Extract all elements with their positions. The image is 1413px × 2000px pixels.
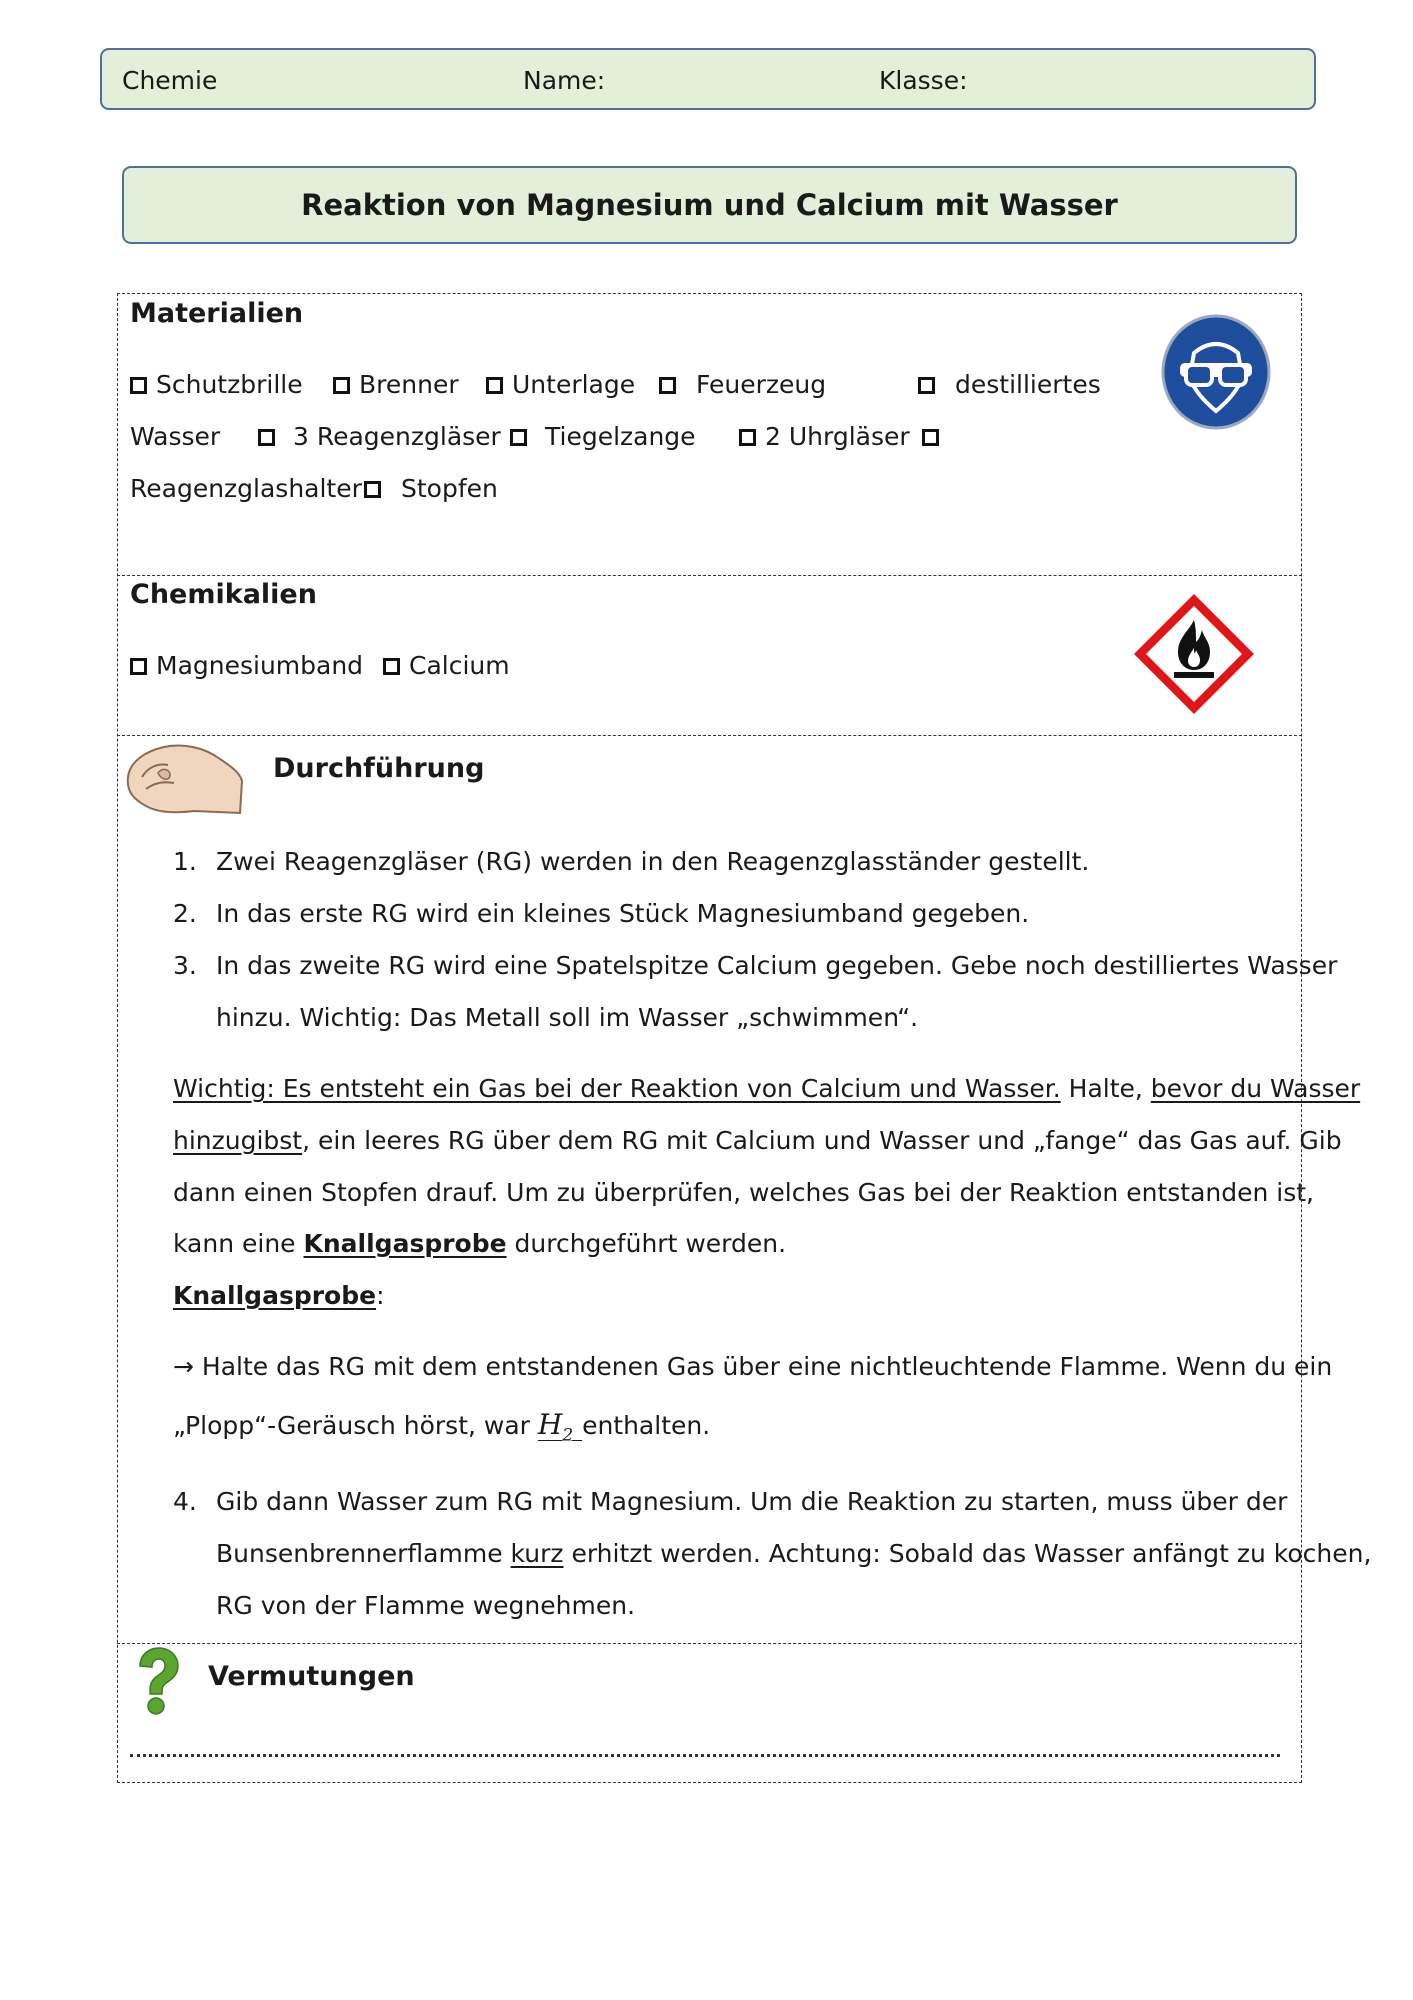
chemical-item-wrap	[383, 651, 510, 680]
note-underlined: hinzugibst	[173, 1126, 303, 1155]
class-label: Klasse:	[879, 66, 968, 95]
checkbox[interactable]	[258, 429, 275, 446]
title-text: Reaktion von Magnesium und Calcium mit Wasser	[301, 188, 1118, 222]
arrow-right-icon: →	[173, 1352, 194, 1381]
flammable-hazard-icon	[1130, 590, 1258, 718]
checkbox[interactable]	[364, 481, 381, 498]
checkbox[interactable]	[130, 658, 147, 675]
step-text-line	[216, 1539, 1371, 1568]
material-item: Schutzbrille	[156, 370, 303, 399]
formula-subscript: 2	[562, 1425, 574, 1446]
step-text: RG von der Flamme wegnehmen.	[216, 1591, 636, 1620]
material-item: 2 Uhrgläser	[765, 422, 910, 451]
test-heading-line	[173, 1281, 385, 1310]
step-number: 4.	[173, 1487, 197, 1516]
checkbox[interactable]	[739, 429, 756, 446]
note-underlined: bevor du Wasser	[1150, 1074, 1361, 1103]
h2-formula: $H_2​$	[537, 1408, 583, 1446]
test-text: „Plopp“-Geräusch hörst, war	[173, 1411, 538, 1440]
answer-line[interactable]	[130, 1754, 1280, 1757]
material-item: Stopfen	[401, 474, 498, 503]
warning-paragraph	[173, 1126, 1342, 1155]
step-number: 1.	[173, 847, 197, 876]
step-text: Bunsenbrennerflamme	[216, 1539, 511, 1568]
section-divider	[117, 1643, 1302, 1644]
subject-label: Chemie	[122, 66, 218, 95]
pinching-hand-icon	[124, 737, 244, 817]
colon: :	[376, 1281, 385, 1310]
material-item: Feuerzeug	[696, 370, 827, 399]
test-heading: Knallgasprobe	[173, 1281, 377, 1310]
step-number: 3.	[173, 951, 197, 980]
safety-goggles-icon	[1160, 313, 1272, 431]
knallgas-term: Knallgasprobe	[303, 1229, 507, 1258]
warning-paragraph	[173, 1074, 1360, 1103]
chemical-item: Calcium	[409, 651, 510, 680]
chemical-item: Magnesiumband	[156, 651, 364, 680]
note-text: , ein leeres RG über dem RG mit Calcium und Wasser und „fange“ das Gas auf. Gib	[302, 1126, 1342, 1155]
materials-item-wrap	[739, 422, 910, 451]
note-text: kann eine	[173, 1229, 304, 1258]
hypotheses-heading: Vermutungen	[208, 1661, 415, 1692]
materials-item-wrap	[918, 370, 1101, 399]
materials-item-wrap	[659, 370, 826, 399]
material-item: Brenner	[359, 370, 459, 399]
materials-item-wrap	[258, 422, 501, 451]
material-item: destilliertes	[955, 370, 1101, 399]
material-item: Reagenzglashalter	[130, 474, 362, 503]
name-label: Name:	[523, 66, 606, 95]
step-text: In das erste RG wird ein kleines Stück Magnesiumband gegeben.	[216, 899, 1030, 928]
warning-paragraph	[173, 1229, 786, 1258]
section-divider	[117, 575, 1302, 576]
note-text: durchgeführt werden.	[506, 1229, 787, 1258]
material-item: Tiegelzange	[545, 422, 696, 451]
material-item: Unterlage	[512, 370, 636, 399]
step-text: hinzu. Wichtig: Das Metall soll im Wasser „schwimmen“.	[216, 1003, 919, 1032]
step-text: erhitzt werden. Achtung: Sobald das Wasser anfängt zu kochen,	[563, 1539, 1372, 1568]
note-text: dann einen Stopfen drauf. Um zu überprüfen, welches Gas bei der Reaktion entstanden ist,	[173, 1178, 1315, 1207]
materials-heading: Materialien	[130, 298, 304, 329]
emphasis-short: kurz	[510, 1539, 564, 1568]
material-item: Wasser	[130, 422, 221, 451]
checkbox[interactable]	[659, 377, 676, 394]
checkbox[interactable]	[918, 377, 935, 394]
formula-symbol: H	[537, 1408, 563, 1441]
step-text: Gib dann Wasser zum RG mit Magnesium. Um die Reaktion zu starten, muss über der	[216, 1487, 1288, 1516]
test-text: Halte das RG mit dem entstandenen Gas über eine nichtleuchtende Flamme. Wenn du ein	[193, 1352, 1333, 1381]
procedure-heading: Durchführung	[273, 753, 485, 784]
chemicals-heading: Chemikalien	[130, 579, 317, 610]
checkbox[interactable]	[333, 377, 350, 394]
checkbox[interactable]	[510, 429, 527, 446]
warning-text: Wichtig: Es entsteht ein Gas bei der Reaktion von Calcium und Wasser.	[173, 1074, 1061, 1103]
checkbox[interactable]	[130, 377, 147, 394]
test-paragraph	[173, 1408, 710, 1446]
step-text: In das zweite RG wird eine Spatelspitze Calcium gegeben. Gebe noch destilliertes Wasser	[216, 951, 1338, 980]
material-item: 3 Reagenzgläser	[293, 422, 501, 451]
step-number: 2.	[173, 899, 197, 928]
materials-item-wrap	[486, 370, 635, 399]
chemical-item-wrap	[130, 651, 363, 680]
test-paragraph	[173, 1352, 1332, 1381]
materials-item-wrap	[510, 422, 696, 451]
checkbox[interactable]	[383, 658, 400, 675]
materials-line-1	[130, 370, 303, 399]
materials-item-wrap	[922, 422, 939, 451]
materials-item-wrap	[364, 474, 498, 503]
section-divider	[117, 735, 1302, 736]
checkbox[interactable]	[922, 429, 939, 446]
step-text: Zwei Reagenzgläser (RG) werden in den Reagenzglasständer gestellt.	[216, 847, 1090, 876]
worksheet-title	[122, 166, 1297, 244]
note-text: Halte,	[1060, 1074, 1151, 1103]
question-mark-icon	[132, 1646, 182, 1716]
materials-item-wrap	[333, 370, 459, 399]
header-bar	[100, 48, 1316, 110]
checkbox[interactable]	[486, 377, 503, 394]
test-text: enthalten.	[582, 1411, 711, 1440]
